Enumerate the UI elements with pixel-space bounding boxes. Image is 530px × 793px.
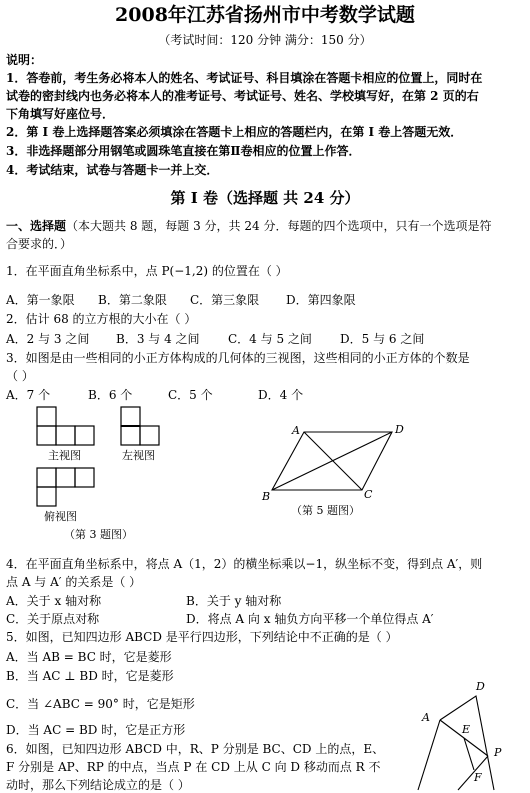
q3-option-a: A．7 个 <box>6 388 51 402</box>
q4-option-d: D．将点 A 向 x 轴负方向平移一个单位得点 A′ <box>186 612 434 626</box>
note-line: 2．第 I 卷上选择题答案必须填涂在答题卡上相应的答题栏内，在第 I 卷上答题无效． <box>6 125 463 139</box>
q4-stem: 4．在平面直角坐标系中，将点 A（1，2）的横坐标乘以−1，纵坐标不变，得到点 A′，则 <box>6 557 483 571</box>
q4-option-c: C．关于原点对称 <box>6 612 100 626</box>
q4-stem-2: 点 A 与 A′ 的关系是（ ） <box>6 575 142 589</box>
q6-label-p: P <box>494 746 502 759</box>
q1-option-c: C．第三象限 <box>190 293 260 307</box>
q6-label-e: E <box>462 723 471 736</box>
exam-info: （考试时间：120 分钟 满分：150 分） <box>158 33 372 47</box>
q2-stem: 2．估计 68 的立方根的大小在（ ） <box>6 312 197 326</box>
note-line: 下角填写好座位号． <box>6 107 115 121</box>
q6-label-d: D <box>476 680 485 693</box>
q5-label-c: C <box>364 488 373 501</box>
quad-edges-ad-dc <box>440 696 494 790</box>
q1-stem: 1．在平面直角坐标系中，点 P(−1,2) 的位置在（ ） <box>6 264 288 278</box>
q5-label-a: A <box>292 424 300 437</box>
q6-label-a: A <box>422 711 430 724</box>
section-title: 第 I 卷（选择题 共 24 分） <box>170 189 360 207</box>
q3-stem: 3．如图是由一些相同的小正方体构成的几何体的三视图，这些相同的小正方体的个数是 <box>6 351 470 365</box>
q3-stem-2: （ ） <box>6 369 34 383</box>
q2-option-b: B．3 与 4 之间 <box>116 332 200 346</box>
segment-ef <box>464 738 474 770</box>
q5-option-a: A．当 AB = BC 时，它是菱形 <box>6 650 172 664</box>
q5-stem: 5．如图，已知四边形 ABCD 是平行四边形，下列结论中不正确的是（ ） <box>6 630 398 644</box>
page-title: 2008年江苏省扬州市中考数学试题 <box>115 4 415 26</box>
q2-option-c: C．4 与 5 之间 <box>228 332 312 346</box>
q5-option-b: B．当 AC ⊥ BD 时，它是菱形 <box>6 669 174 683</box>
q3-option-c: C．5 个 <box>168 388 213 402</box>
q3-option-b: B．6 个 <box>88 388 133 402</box>
q4-option-a: A．关于 x 轴对称 <box>6 594 102 608</box>
section-intro-heading: 一、选择题 <box>6 219 67 233</box>
segment-rp <box>458 756 488 790</box>
note-line: 4．考试结束，试卷与答题卡一并上交． <box>6 163 219 177</box>
q1-option-a: A．第一象限 <box>6 293 75 307</box>
q6-stem-2: F 分别是 AP、RP 的中点，当点 P 在 CD 上从 C 向 D 移动而点 R 不 <box>6 760 381 774</box>
note-line: 试卷的密封线内也务必将本人的准考证号、考试证号、姓名、学校填写好，在第 2 页的右 <box>6 89 479 103</box>
q6-stem: 6．如图，已知四边形 ABCD 中，R、P 分别是 BC、CD 上的点，E、 <box>6 742 385 756</box>
q2-option-a: A．2 与 3 之间 <box>6 332 90 346</box>
q1-option-b: B．第二象限 <box>98 293 167 307</box>
q6-label-f: F <box>474 771 482 784</box>
q5-option-d: D．当 AC = BD 时，它是正方形 <box>6 723 186 737</box>
q2-option-d: D．5 与 6 之间 <box>340 332 425 346</box>
front-view-label: 主视图 <box>48 449 81 462</box>
top-view-label: 俯视图 <box>44 510 77 523</box>
note-line: 1．答卷前，考生务必将本人的姓名、考试证号、科目填涂在答题卡相应的位置上，同时在 <box>6 71 483 85</box>
section-intro-text: （本大题共 8 题，每题 3 分，共 24 分．每题的四个选项中，只有一个选项是符 <box>66 219 492 233</box>
q5-option-c: C．当 ∠ABC = 90° 时，它是矩形 <box>6 697 195 711</box>
q5-label-b: B <box>262 490 271 503</box>
q6-stem-3: 动时，那么下列结论成立的是（ ） <box>6 778 190 792</box>
q4-option-b: B．关于 y 轴对称 <box>186 594 282 608</box>
left-view-label: 左视图 <box>122 449 155 462</box>
edge-ab <box>418 720 440 790</box>
q5-label-d: D <box>395 423 404 436</box>
q3-caption: （第 3 题图） <box>64 528 133 541</box>
q1-option-d: D．第四象限 <box>286 293 356 307</box>
q5-caption: （第 5 题图） <box>291 504 360 517</box>
notes-heading: 说明： <box>6 53 43 67</box>
section-intro-line2: 合要求的．） <box>6 237 73 251</box>
q3-option-d: D．4 个 <box>258 388 304 402</box>
note-line: 3．非选择题部分用钢笔或圆珠笔直接在第Ⅱ卷相应的位置上作答． <box>6 144 361 158</box>
